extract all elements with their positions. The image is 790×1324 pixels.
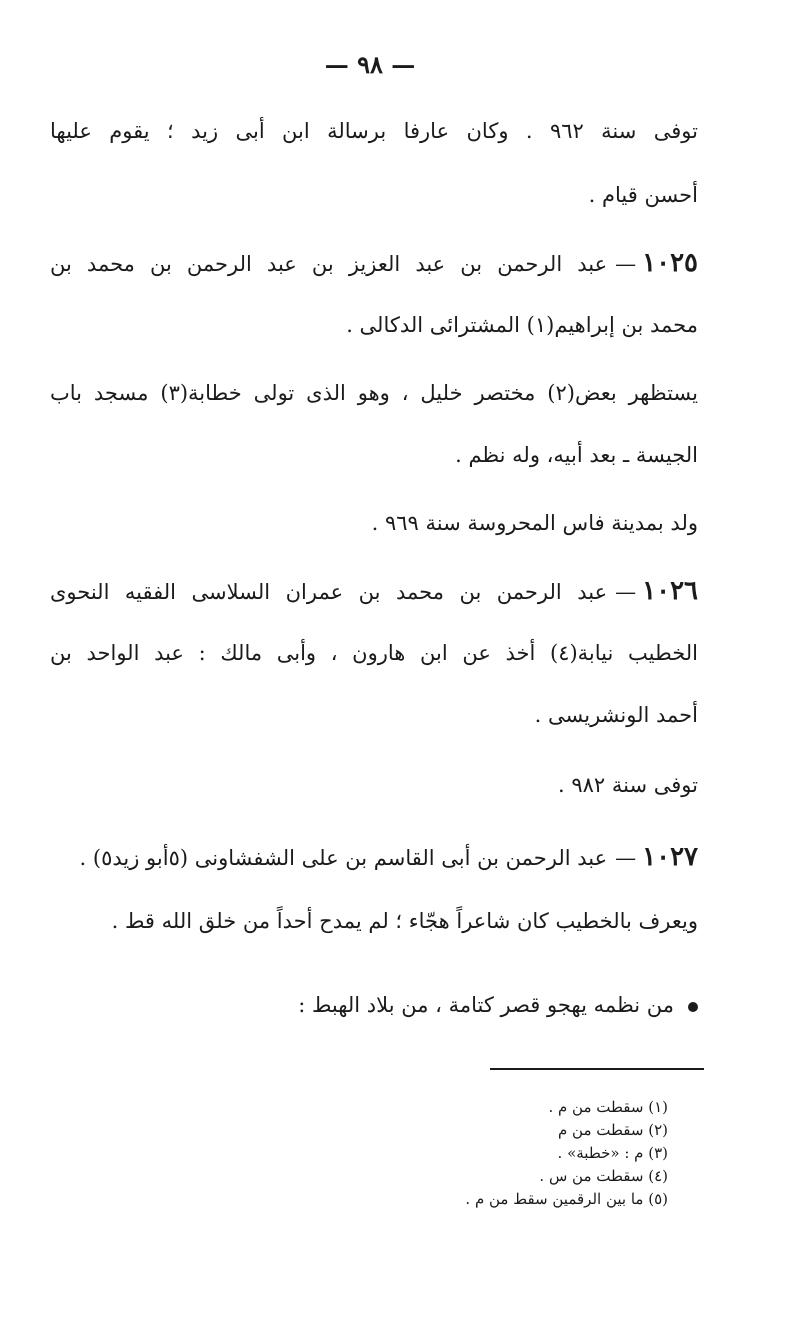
entry-1027-heading [50, 840, 698, 875]
entry-title: عبد الرحمن بن أبى القاسم بن على الشفشاونى (٥أبو زيد٥) . [79, 846, 608, 870]
entry-dash: — [615, 252, 637, 276]
text-line: يستظهر بعض(٢) مختصر خليل ، وهو الذى تولى خطابة(٣) مسجد باب [50, 381, 699, 405]
entry-title: عبد الرحمن بن عبد العزيز بن عبد الرحمن بن محمد بن [50, 252, 608, 276]
text-line: الجيسة ـ بعد أبيه، وله نظم . [455, 443, 698, 467]
text-line: أحسن قيام . [588, 183, 698, 207]
footnote: (٢) سقطت من م [557, 1121, 668, 1139]
text-line: توفى سنة ٩٨٢ . [558, 773, 698, 797]
entry-dash: — [615, 580, 637, 604]
footnote: (٤) سقطت من س . [539, 1167, 668, 1185]
text-line: محمد بن إبراهيم(١) المشترائى الدكالى . [346, 313, 698, 337]
bullet-icon [688, 1002, 698, 1012]
page-number: — ٩٨ — [324, 50, 416, 79]
footnote: (١) سقطت من م . [548, 1098, 668, 1116]
text-line: أحمد الونشريسى . [534, 703, 698, 727]
text-line: توفى سنة ٩٦٢ . وكان عارفا برسالة ابن أبى زيد ؛ يقوم عليها [50, 119, 698, 143]
entry-1026-heading [50, 574, 698, 609]
entry-dash: — [615, 846, 637, 870]
text-line: ولد بمدينة فاس المحروسة سنة ٩٦٩ . [371, 511, 698, 535]
entry-number: ١٠٢٧ [642, 842, 698, 872]
poem-intro-line [298, 988, 698, 1022]
text-line: الخطيب نيابة(٤) أخذ عن ابن هارون ، وأبى مالك : عبد الواحد بن [50, 641, 698, 665]
footnote: (٣) م : «خطبة» . [557, 1144, 668, 1162]
text-line: ويعرف بالخطيب كان شاعراً هجّاء ؛ لم يمدح أحداً من خلق الله قط . [111, 909, 698, 933]
footnote-separator [490, 1068, 704, 1070]
footnote: (٥) ما بين الرقمين سقط من م . [465, 1190, 668, 1208]
entry-title: عبد الرحمن بن محمد بن عمران السلاسى الفقيه النحوى [50, 580, 608, 604]
entry-number: ١٠٢٦ [642, 576, 698, 606]
entry-number: ١٠٢٥ [642, 248, 698, 278]
poem-intro-text: من نظمه يهجو قصر كتامة ، من بلاد الهبط : [298, 993, 674, 1017]
footnotes [465, 1096, 668, 1211]
entry-1025-heading [50, 246, 698, 281]
